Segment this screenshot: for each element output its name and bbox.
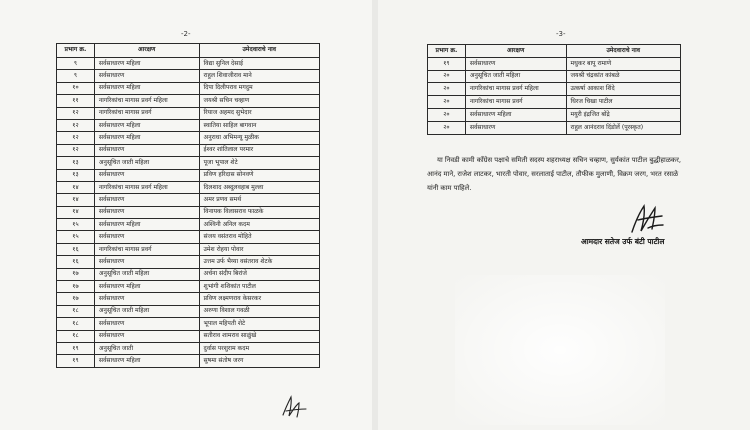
cell-ward-no: १८ <box>57 305 95 317</box>
cell-ward-no: १२ <box>57 144 95 156</box>
table-row <box>57 70 320 82</box>
cell-reservation: सर्वसाधारण महिला <box>465 108 566 121</box>
header-reservation: आरक्षण <box>94 44 199 58</box>
cell-ward-no: ९ <box>57 70 95 82</box>
cell-candidate-name: मधुकर बापू रामाणे <box>566 57 681 70</box>
committee-paragraph: या निवडी कामी काँग्रेस पक्षाचे समिती सदस्य शहराध्यक्ष सचिन चव्हाण, सुर्यकांत पाटील बुद्धीहाळकर, आनंद माने, राजेश लाटकर, भारती पोवार, सरलाताई पाटील, तौफीक मुलाणी, विक्रम जरग, भरत रसाळे यांनी काम पाहिले. <box>427 156 682 192</box>
cell-reservation: नागरिकांचा मागास प्रवर्ग महिला <box>94 181 199 193</box>
cell-ward-no: १३ <box>57 169 95 181</box>
table-row <box>428 83 681 96</box>
left-candidate-table <box>56 43 320 368</box>
cell-candidate-name: राहुल आनंदराव दिंडोर्ले (पूरस्कृत) <box>566 121 681 134</box>
cell-reservation: सर्वसाधारण महिला <box>94 219 199 231</box>
table-row <box>428 121 681 134</box>
cell-reservation: अनुसूचित जाती महिला <box>94 268 199 280</box>
table-row <box>57 194 320 206</box>
cell-candidate-name: सतीराव शामराव साळुंखे <box>199 330 319 342</box>
table-row <box>57 342 320 354</box>
cell-candidate-name: विनायक विलासराव फाळके <box>199 206 319 218</box>
cell-reservation: सर्वसाधारण <box>94 256 199 268</box>
cell-reservation: अनुसूचित जाती महिला <box>94 305 199 317</box>
cell-candidate-name: प्रविण लक्ष्मणराव केसरकर <box>199 293 319 305</box>
table-row <box>428 96 681 109</box>
table-row <box>57 95 320 107</box>
table-row <box>57 206 320 218</box>
table-row <box>57 243 320 255</box>
cell-ward-no: १७ <box>57 281 95 293</box>
table-header-row <box>57 44 320 58</box>
cell-reservation: सर्वसाधारण <box>94 293 199 305</box>
cell-ward-no: १९ <box>57 342 95 354</box>
cell-candidate-name: भूपाल महिपती शेटे <box>199 318 319 330</box>
cell-reservation: सर्वसाधारण <box>94 330 199 342</box>
table-row <box>57 157 320 169</box>
cell-candidate-name: मयुरी इंद्रजित बोंद्रे <box>566 108 681 121</box>
header-candidate-name: उमेदवाराचे नाव <box>199 44 319 58</box>
cell-reservation: सर्वसाधारण <box>94 194 199 206</box>
table-row <box>57 132 320 144</box>
table-row <box>57 181 320 193</box>
cell-candidate-name: उत्कर्षा आकाश शिंदे <box>566 83 681 96</box>
cell-ward-no: १६ <box>57 243 95 255</box>
left-page-number: -2- <box>181 30 191 38</box>
cell-candidate-name: विद्या सुनिल देसाई <box>199 58 319 70</box>
table-row <box>57 119 320 131</box>
header-candidate-name: उमेदवाराचे नाव <box>566 45 681 58</box>
table-row <box>57 144 320 156</box>
cell-ward-no: २० <box>428 70 466 83</box>
cell-ward-no: १८ <box>57 318 95 330</box>
cell-candidate-name: जयश्री चंद्रकांत कांबळे <box>566 70 681 83</box>
cell-ward-no: १२ <box>57 132 95 144</box>
cell-reservation: सर्वसाधारण महिला <box>94 58 199 70</box>
cell-candidate-name: धिरज चिखा पाटील <box>566 96 681 109</box>
table-row <box>428 57 681 70</box>
cell-ward-no: १९ <box>428 57 466 70</box>
header-ward-no: प्रभाग क्र. <box>57 44 95 58</box>
cell-reservation: अनुसूचित जाती <box>94 342 199 354</box>
cell-candidate-name: दुर्वास परशुराम कदम <box>199 342 319 354</box>
cell-reservation: सर्वसाधारण महिला <box>94 82 199 94</box>
cell-ward-no: २० <box>428 121 466 134</box>
cell-candidate-name: अर्चना संदीप बिरांजे <box>199 268 319 280</box>
cell-candidate-name: उत्तम उर्फ भैय्या वसंतराव शेटके <box>199 256 319 268</box>
table-row <box>57 305 320 317</box>
table-row <box>57 318 320 330</box>
cell-ward-no: १५ <box>57 231 95 243</box>
cell-ward-no: १६ <box>57 256 95 268</box>
cell-candidate-name: अनुराधा अभिमन्यू मुळीक <box>199 132 319 144</box>
cell-ward-no: १८ <box>57 330 95 342</box>
cell-ward-no: १७ <box>57 268 95 280</box>
cell-ward-no: १७ <box>57 293 95 305</box>
cell-candidate-name: सुषमा संतोष जरग <box>199 355 319 367</box>
cell-reservation: नागरिकांचा मागास प्रवर्ग <box>465 96 566 109</box>
paper-smudge <box>455 275 665 425</box>
table-row <box>428 108 681 121</box>
cell-reservation: सर्वसाधारण <box>465 121 566 134</box>
table-row <box>57 268 320 280</box>
cell-ward-no: १५ <box>57 219 95 231</box>
header-ward-no: प्रभाग क्र. <box>428 45 466 58</box>
cell-candidate-name: जयश्री सचिन चव्हाण <box>199 95 319 107</box>
table-row <box>57 169 320 181</box>
cell-ward-no: २० <box>428 83 466 96</box>
cell-ward-no: १२ <box>57 107 95 119</box>
cell-candidate-name: दिलशाद अब्दुलवहाब मुल्ला <box>199 181 319 193</box>
cell-candidate-name: पूजा भूपाल शेटे <box>199 157 319 169</box>
cell-reservation: अनुसूचित जाती महिला <box>94 157 199 169</box>
cell-reservation: सर्वसाधारण <box>94 231 199 243</box>
cell-candidate-name: प्रविण हरिदास सोनवणे <box>199 169 319 181</box>
cell-candidate-name: शुभांगी शशिकांत पाटील <box>199 281 319 293</box>
table-row <box>428 70 681 83</box>
cell-reservation: नागरिकांचा मागास प्रवर्ग <box>94 107 199 119</box>
cell-reservation: सर्वसाधारण <box>94 206 199 218</box>
header-reservation: आरक्षण <box>465 45 566 58</box>
cell-ward-no: १० <box>57 82 95 94</box>
cell-ward-no: २० <box>428 96 466 109</box>
right-page-number: -3- <box>556 30 566 38</box>
table-row <box>57 355 320 367</box>
cell-reservation: नागरिकांचा मागास प्रवर्ग <box>94 243 199 255</box>
cell-candidate-name: स्वातिया साहिल बागवान <box>199 119 319 131</box>
cell-ward-no: १४ <box>57 181 95 193</box>
cell-candidate-name: दिपा दिलीपराव मगदुम <box>199 82 319 94</box>
cell-reservation: सर्वसाधारण महिला <box>94 119 199 131</box>
table-row <box>57 107 320 119</box>
cell-reservation: अनुसूचित जाती महिला <box>465 70 566 83</box>
right-candidate-table <box>427 44 681 135</box>
table-row <box>57 58 320 70</box>
initials-scribble-icon <box>280 395 308 419</box>
cell-candidate-name: ईश्वर शांतिलाल परमार <box>199 144 319 156</box>
cell-candidate-name: संजय वसंतराव मोहिते <box>199 231 319 243</box>
table-header-row <box>428 45 681 58</box>
cell-reservation: सर्वसाधारण महिला <box>94 281 199 293</box>
cell-reservation: सर्वसाधारण <box>94 318 199 330</box>
cell-reservation: सर्वसाधारण <box>465 57 566 70</box>
cell-candidate-name: रियाज अहमद सुभेदार <box>199 107 319 119</box>
signatory-name: आमदार सतेज उर्फ बंटी पाटील <box>581 237 665 246</box>
table-row <box>57 231 320 243</box>
cell-reservation: सर्वसाधारण महिला <box>94 132 199 144</box>
cell-candidate-name: अरुणा विशाल गवळी <box>199 305 319 317</box>
cell-reservation: नागरिकांचा मागास प्रवर्ग महिला <box>465 83 566 96</box>
cell-ward-no: ११ <box>57 95 95 107</box>
cell-ward-no: ९ <box>57 58 95 70</box>
cell-candidate-name: राहुल शिवाजीराव माने <box>199 70 319 82</box>
cell-candidate-name: उमेश रोहया पोवार <box>199 243 319 255</box>
table-row <box>57 330 320 342</box>
cell-reservation: सर्वसाधारण महिला <box>94 355 199 367</box>
table-row <box>57 219 320 231</box>
cell-reservation: सर्वसाधारण <box>94 70 199 82</box>
table-row <box>57 256 320 268</box>
table-row <box>57 281 320 293</box>
cell-candidate-name: अश्विनी अनिल कदम <box>199 219 319 231</box>
cell-ward-no: १४ <box>57 194 95 206</box>
table-row <box>57 82 320 94</box>
table-row <box>57 293 320 305</box>
cell-ward-no: १४ <box>57 206 95 218</box>
cell-reservation: नागरिकांचा मागास प्रवर्ग महिला <box>94 95 199 107</box>
cell-reservation: सर्वसाधारण <box>94 169 199 181</box>
signature-icon <box>626 198 666 238</box>
cell-ward-no: १९ <box>57 355 95 367</box>
cell-ward-no: १२ <box>57 119 95 131</box>
cell-reservation: सर्वसाधारण <box>94 144 199 156</box>
cell-ward-no: १३ <box>57 157 95 169</box>
cell-ward-no: २० <box>428 108 466 121</box>
cell-candidate-name: अमर प्रणव समर्थ <box>199 194 319 206</box>
